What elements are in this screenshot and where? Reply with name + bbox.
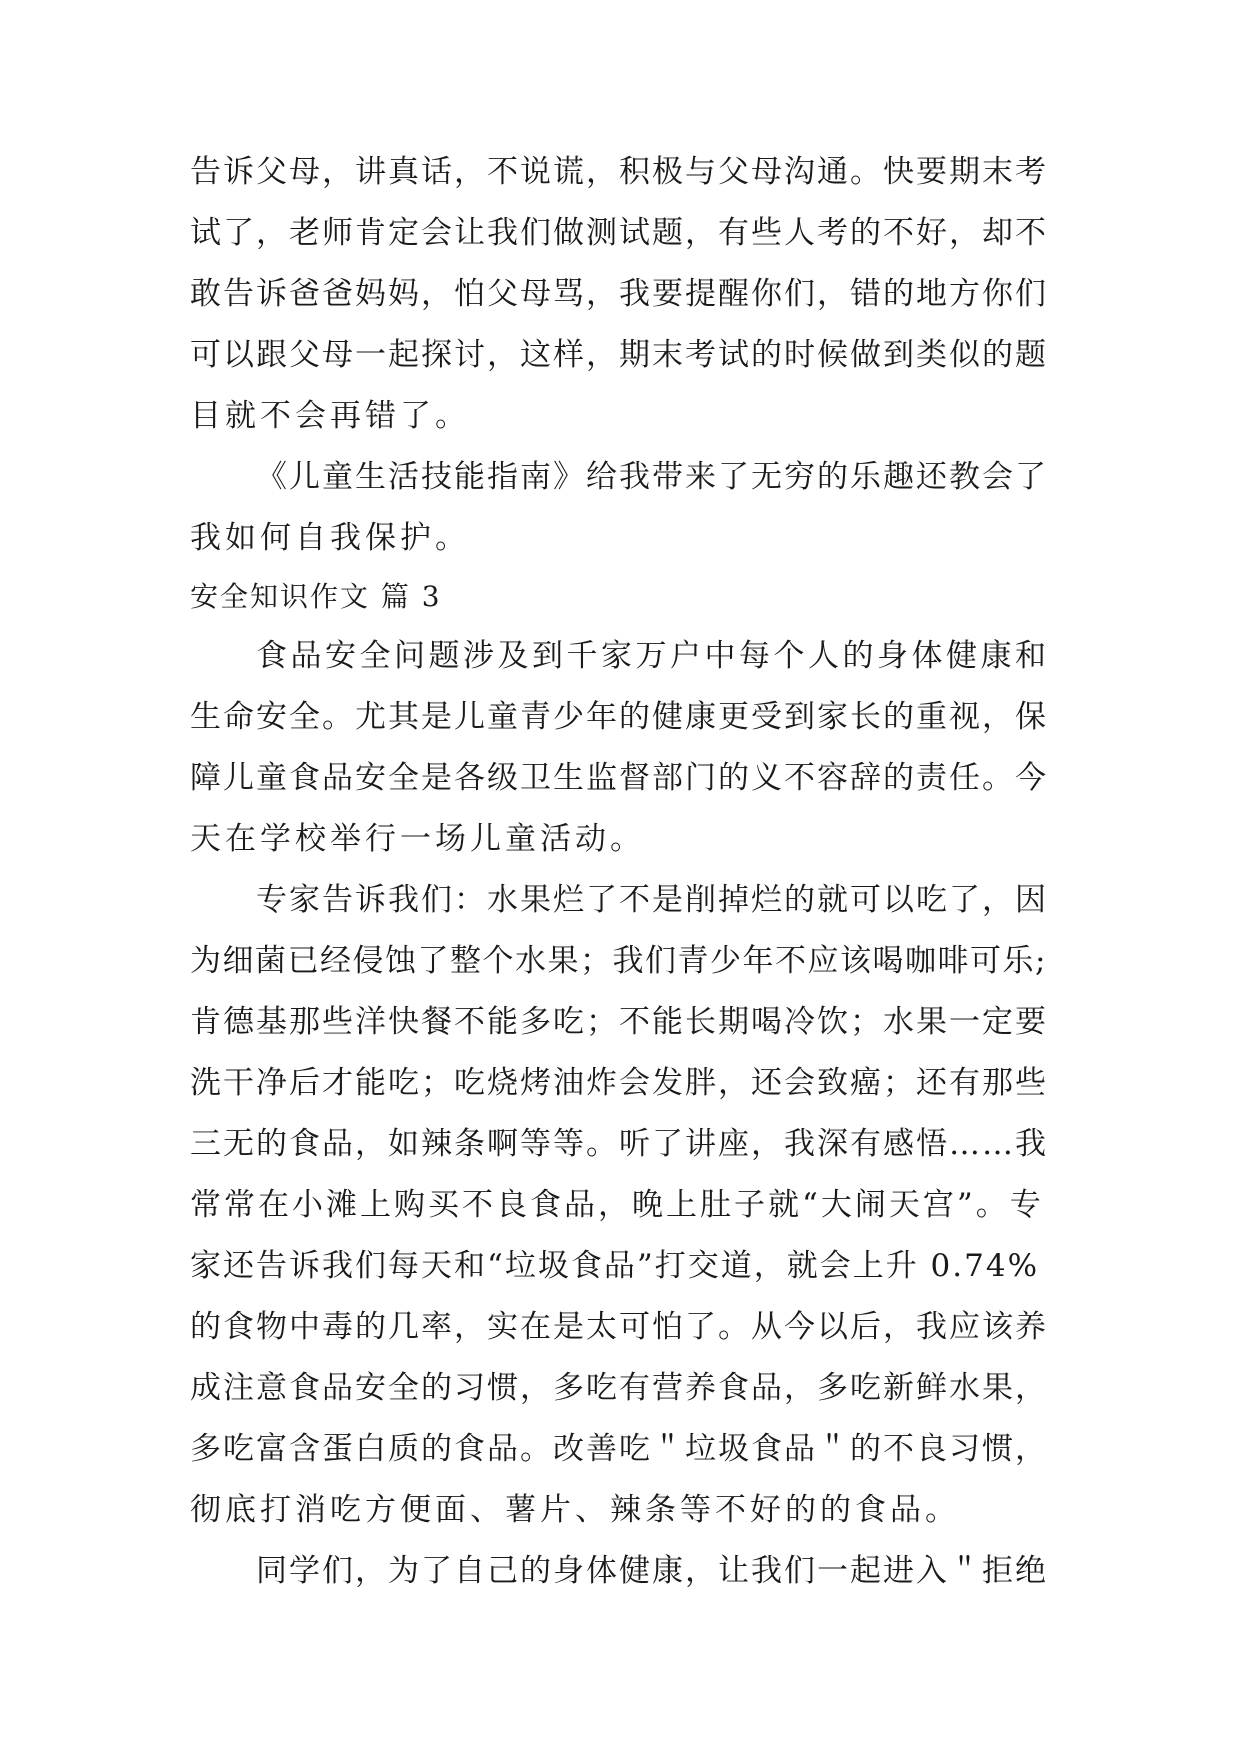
paragraph-line: 可以跟父母一起探讨，这样，期末考试的时候做到类似的题 — [190, 337, 1048, 373]
paragraph-line: 成注意食品安全的习惯，多吃有营养食品，多吃新鲜水果， — [190, 1370, 1048, 1406]
paragraph-line: 的食物中毒的几率，实在是太可怕了。从今以后，我应该养 — [190, 1309, 1048, 1345]
paragraph-line: 目就不会再错了。 — [190, 398, 470, 434]
paragraph-line: 多吃富含蛋白质的食品。改善吃＂垃圾食品＂的不良习惯， — [190, 1431, 1048, 1467]
paragraph-line: 告诉父母，讲真话，不说谎，积极与父母沟通。快要期末考 — [190, 154, 1048, 190]
paragraph-line: 天在学校举行一场儿童活动。 — [190, 821, 645, 857]
paragraph-line: 敢告诉爸爸妈妈，怕父母骂，我要提醒你们，错的地方你们 — [190, 276, 1048, 312]
paragraph-line: 生命安全。尤其是儿童青少年的健康更受到家长的重视，保 — [190, 699, 1048, 735]
paragraph-line: 同学们，为了自己的身体健康，让我们一起进入＂拒绝 — [256, 1553, 1048, 1589]
section-heading: 安全知识作文 篇 3 — [190, 580, 442, 613]
paragraph-line: 三无的食品，如辣条啊等等。听了讲座，我深有感悟……我 — [190, 1126, 1048, 1162]
paragraph-line: 肯德基那些洋快餐不能多吃；不能长期喝冷饮；水果一定要 — [190, 1004, 1048, 1040]
paragraph-line: 《儿童生活技能指南》给我带来了无穷的乐趣还教会了 — [256, 459, 1048, 495]
paragraph-line: 我如何自我保护。 — [190, 520, 470, 556]
paragraph-line: 专家告诉我们：水果烂了不是削掉烂的就可以吃了，因 — [256, 882, 1048, 918]
paragraph-line: 家还告诉我们每天和“垃圾食品”打交道，就会上升 0.74% — [190, 1248, 1040, 1284]
paragraph-line: 常常在小滩上购买不良食品，晚上肚子就“大闹天宫”。专 — [190, 1187, 1044, 1223]
paragraph-line: 障儿童食品安全是各级卫生监督部门的义不容辞的责任。今 — [190, 760, 1048, 796]
paragraph-line: 食品安全问题涉及到千家万户中每个人的身体健康和 — [256, 638, 1050, 674]
paragraph-line: 洗干净后才能吃；吃烧烤油炸会发胖，还会致癌；还有那些 — [190, 1065, 1048, 1101]
paragraph-line: 试了，老师肯定会让我们做测试题，有些人考的不好，却不 — [190, 215, 1048, 251]
paragraph-line: 彻底打消吃方便面、薯片、辣条等不好的的食品。 — [190, 1492, 960, 1528]
paragraph-line: 为细菌已经侵蚀了整个水果；我们青少年不应该喝咖啡可乐; — [190, 943, 1047, 979]
